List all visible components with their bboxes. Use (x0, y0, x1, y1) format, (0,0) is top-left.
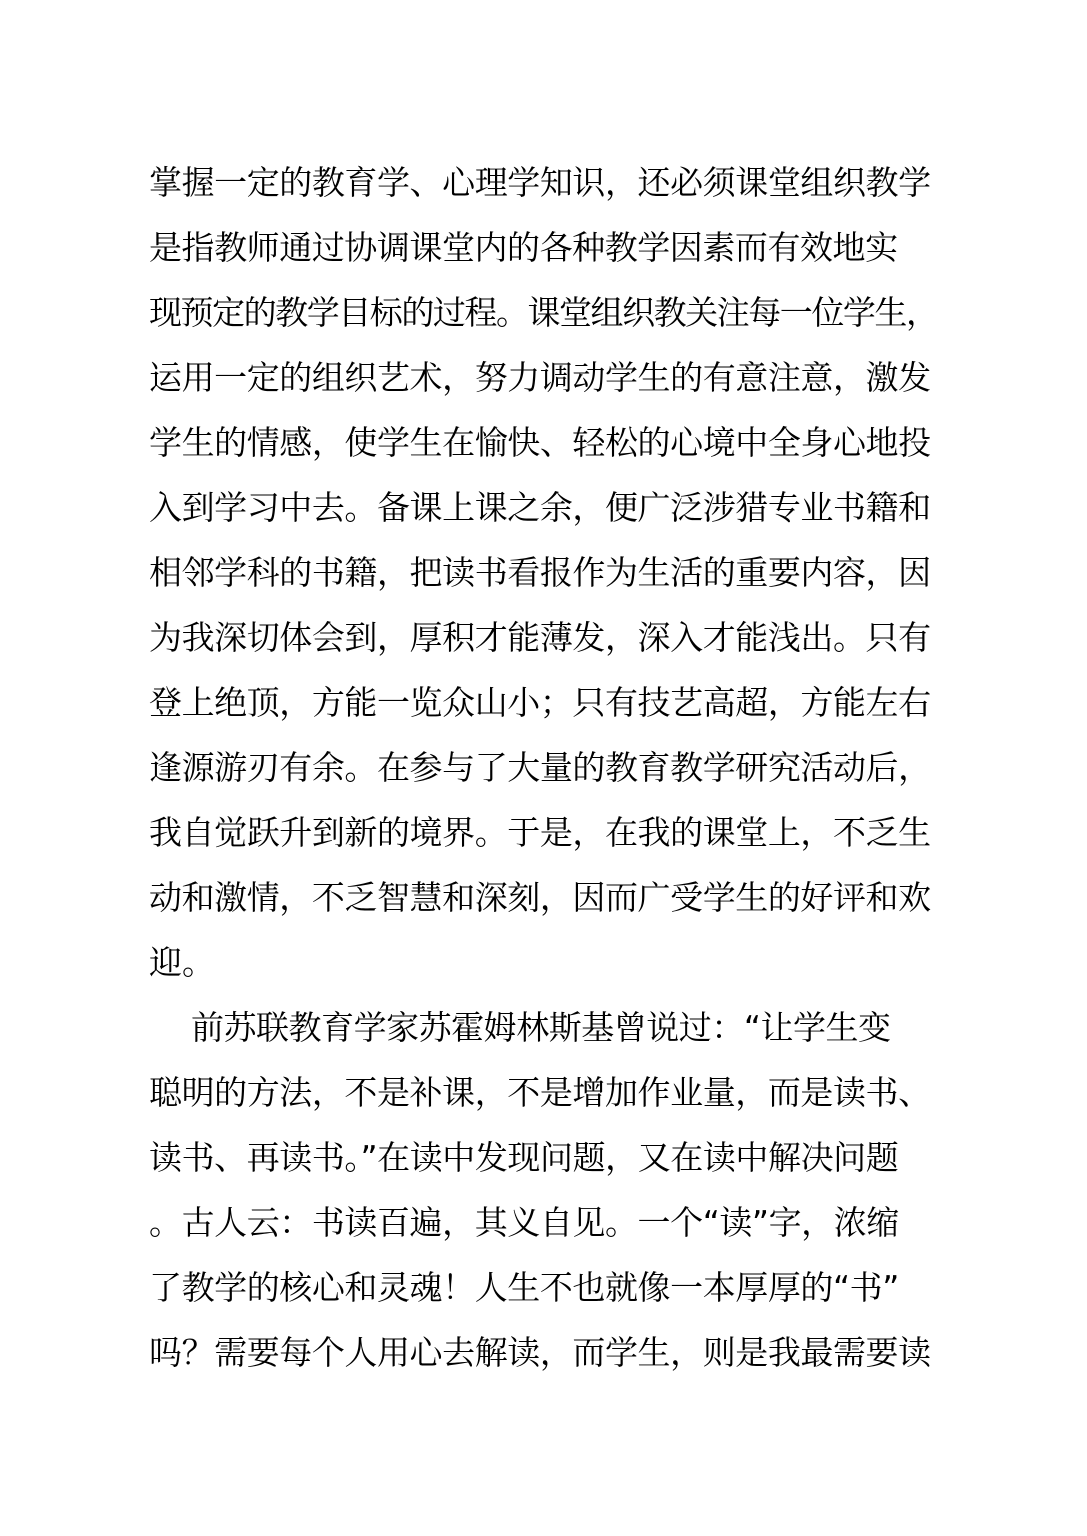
text-line: 聪明的方法，不是补课，不是增加作业量，而是读书、 (149, 1073, 931, 1112)
text-line: 掌握一定的教育学、心理学知识，还必须课堂组织教学 (149, 163, 931, 202)
text-line: 逢源游刃有余。在参与了大量的教育教学研究活动后， (149, 748, 931, 787)
text-line: 是指教师通过协调课堂内的各种教学因素而有效地实 (149, 228, 898, 267)
text-line: 运用一定的组织艺术，努力调动学生的有意注意，激发 (149, 358, 931, 397)
text-line: 入到学习中去。备课上课之余，便广泛涉猎专业书籍和 (149, 488, 931, 527)
text-line: 为我深切体会到，厚积才能薄发，深入才能浅出。只有 (149, 618, 931, 657)
text-line: 登上绝顶，方能一览众山小；只有技艺高超，方能左右 (149, 683, 931, 722)
text-line: 现预定的教学目标的过程。课堂组织教关注每一位学生， (149, 293, 938, 332)
text-line: 前苏联教育学家苏霍姆林斯基曾说过：“让学生变 (191, 1008, 891, 1047)
text-line: 了教学的核心和灵魂！人生不也就像一本厚厚的“书” (149, 1268, 899, 1307)
text-line: 学生的情感，使学生在愉快、轻松的心境中全身心地投 (149, 423, 931, 462)
text-line: 读书、再读书。”在读中发现问题，又在读中解决问题 (149, 1138, 899, 1177)
text-line: 迎。 (149, 943, 215, 982)
text-line: 吗？需要每个人用心去解读，而学生，则是我最需要读 (149, 1333, 931, 1372)
text-line: 。古人云：书读百遍，其义自见。一个“读”字，浓缩 (149, 1203, 899, 1242)
paragraph (149, 995, 949, 1385)
body-text (149, 150, 949, 1385)
text-line: 我自觉跃升到新的境界。于是，在我的课堂上，不乏生 (149, 813, 931, 852)
text-line: 动和激情，不乏智慧和深刻，因而广受学生的好评和欢 (149, 878, 931, 917)
paragraph (149, 150, 949, 995)
text-line: 相邻学科的书籍，把读书看报作为生活的重要内容，因 (149, 553, 931, 592)
